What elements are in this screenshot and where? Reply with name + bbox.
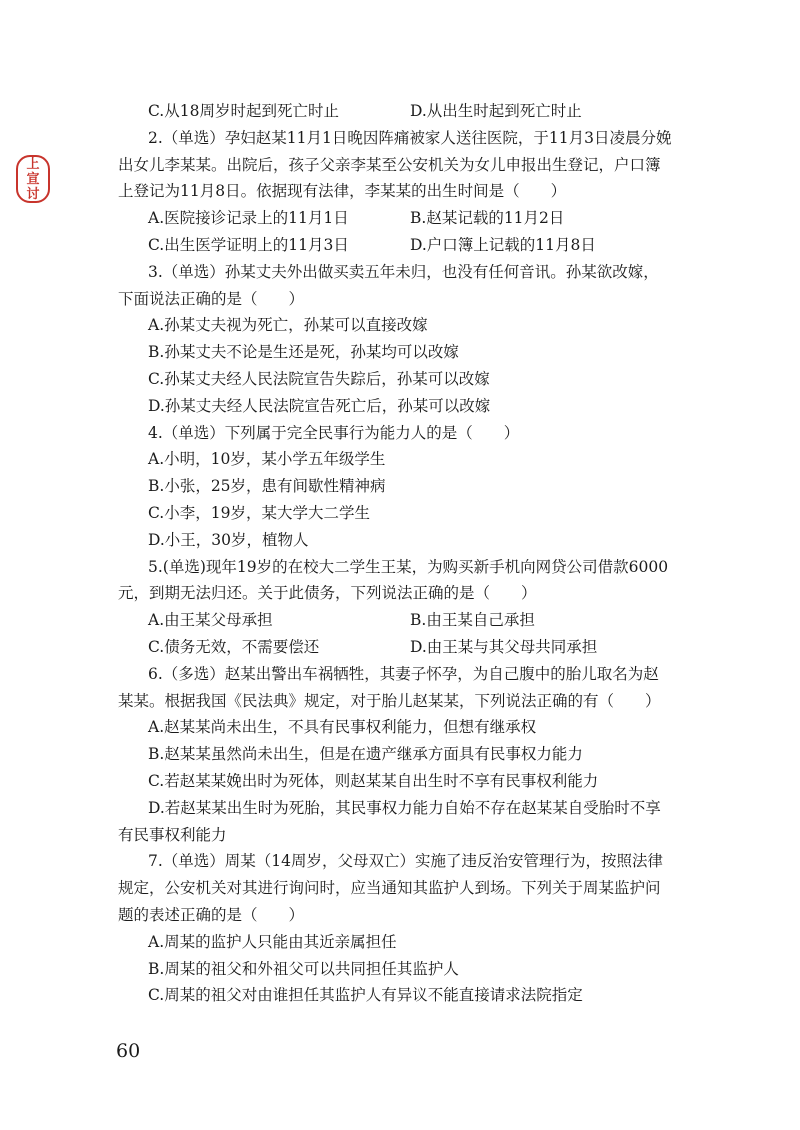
- option-text: A.医院接诊记录上的11月1日: [148, 209, 349, 228]
- option-text: B.赵某记载的11月2日: [410, 209, 565, 228]
- text-line: A.孙某丈夫视为死亡，孙某可以直接改嫁: [148, 316, 428, 335]
- text-line: C.孙某丈夫经人民法院宣告失踪后，孙某可以改嫁: [148, 369, 490, 388]
- text-line: B.赵某某虽然尚未出生，但是在遗产继承方面具有民事权力能力: [148, 745, 583, 764]
- option-text: C.债务无效，不需要偿还: [148, 637, 320, 656]
- page-number: 60: [116, 1040, 141, 1062]
- text-line: 某某。根据我国《民法典》规定，对于胎儿赵某某，下列说法正确的有（ ）: [118, 691, 661, 710]
- seal-char: 上: [26, 156, 40, 172]
- text-line: 有民事权利能力: [118, 825, 227, 844]
- text-line: 7.（单选）周某（14周岁，父母双亡）实施了违反治安管理行为，按照法律: [148, 852, 664, 871]
- text-line: 元，到期无法归还。关于此债务，下列说法正确的是（ ）: [118, 584, 537, 603]
- text-line: A.赵某某尚未出生，不具有民事权利能力，但想有继承权: [148, 718, 537, 737]
- text-line: 上登记为11月8日。依据现有法律，李某某的出生时间是（ ）: [118, 182, 567, 201]
- option-row: [118, 205, 693, 232]
- text-line: 2.（单选）孕妇赵某11月1日晚因阵痛被家人送往医院，于11月3日凌晨分娩: [148, 128, 672, 147]
- option-row: [118, 607, 693, 634]
- option-text: D.户口簿上记载的11月8日: [410, 235, 596, 254]
- option-text: D.从出生时起到死亡时止: [410, 102, 582, 120]
- text-line: 5.(单选)现年19岁的在校大二学生王某，为购买新手机向网贷公司借款6000: [148, 557, 669, 576]
- text-line: C.周某的祖父对由谁担任其监护人有异议不能直接请求法院指定: [148, 986, 583, 1005]
- text-line: 6.（多选）赵某出警出车祸牺牲，其妻子怀孕，为自己腹中的胎儿取名为赵: [148, 664, 659, 683]
- option-text: C.从18周岁时起到死亡时止: [148, 102, 339, 120]
- text-line: 4.（单选）下列属于完全民事行为能力人的是（ ）: [148, 423, 520, 442]
- text-line: B.小张，25岁，患有间歇性精神病: [148, 477, 386, 496]
- text-line: A.小明，10岁，某小学五年级学生: [148, 450, 386, 469]
- text-line: B.周某的祖父和外祖父可以共同担任其监护人: [148, 959, 459, 978]
- text-line: C.小李，19岁，某大学大二学生: [148, 503, 370, 522]
- text-line: B.孙某丈夫不论是生还是死，孙某均可以改嫁: [148, 343, 459, 362]
- text-line: 规定，公安机关对其进行询问时，应当通知其监护人到场。下列关于周某监护问: [118, 879, 661, 898]
- option-row: [118, 634, 693, 661]
- option-text: B.由王某自己承担: [410, 611, 535, 630]
- text-line: 下面说法正确的是（ ）: [118, 289, 305, 308]
- seal-stamp: [16, 155, 50, 203]
- option-text: A.由王某父母承担: [148, 611, 273, 630]
- text-line: D.小王，30岁，植物人: [148, 530, 309, 549]
- option-text: C.出生医学证明上的11月3日: [148, 235, 349, 254]
- option-text: D.由王某与其父母共同承担: [410, 637, 598, 656]
- text-line: D.若赵某某出生时为死胎，其民事权力能力自始不存在赵某某自受胎时不享: [148, 798, 661, 817]
- seal-char: 讨: [26, 186, 40, 202]
- text-line: 出女儿李某某。出院后，孩子父亲李某至公安机关为女儿申报出生登记，户口簿: [118, 155, 661, 174]
- text-line: C.若赵某某娩出时为死体，则赵某某自出生时不享有民事权利能力: [148, 771, 599, 790]
- text-line: 3.（单选）孙某丈夫外出做买卖五年未归，也没有任何音讯。孙某欲改嫁，: [148, 262, 659, 281]
- text-line: A.周某的监护人只能由其近亲属担任: [148, 932, 397, 951]
- option-row: [118, 98, 693, 125]
- seal-char: 宣: [26, 171, 40, 187]
- question-list: [118, 98, 693, 1009]
- text-line: D.孙某丈夫经人民法院宣告死亡后，孙某可以改嫁: [148, 396, 491, 415]
- option-row: [118, 232, 693, 259]
- text-line: 题的表述正确的是（ ）: [118, 905, 305, 924]
